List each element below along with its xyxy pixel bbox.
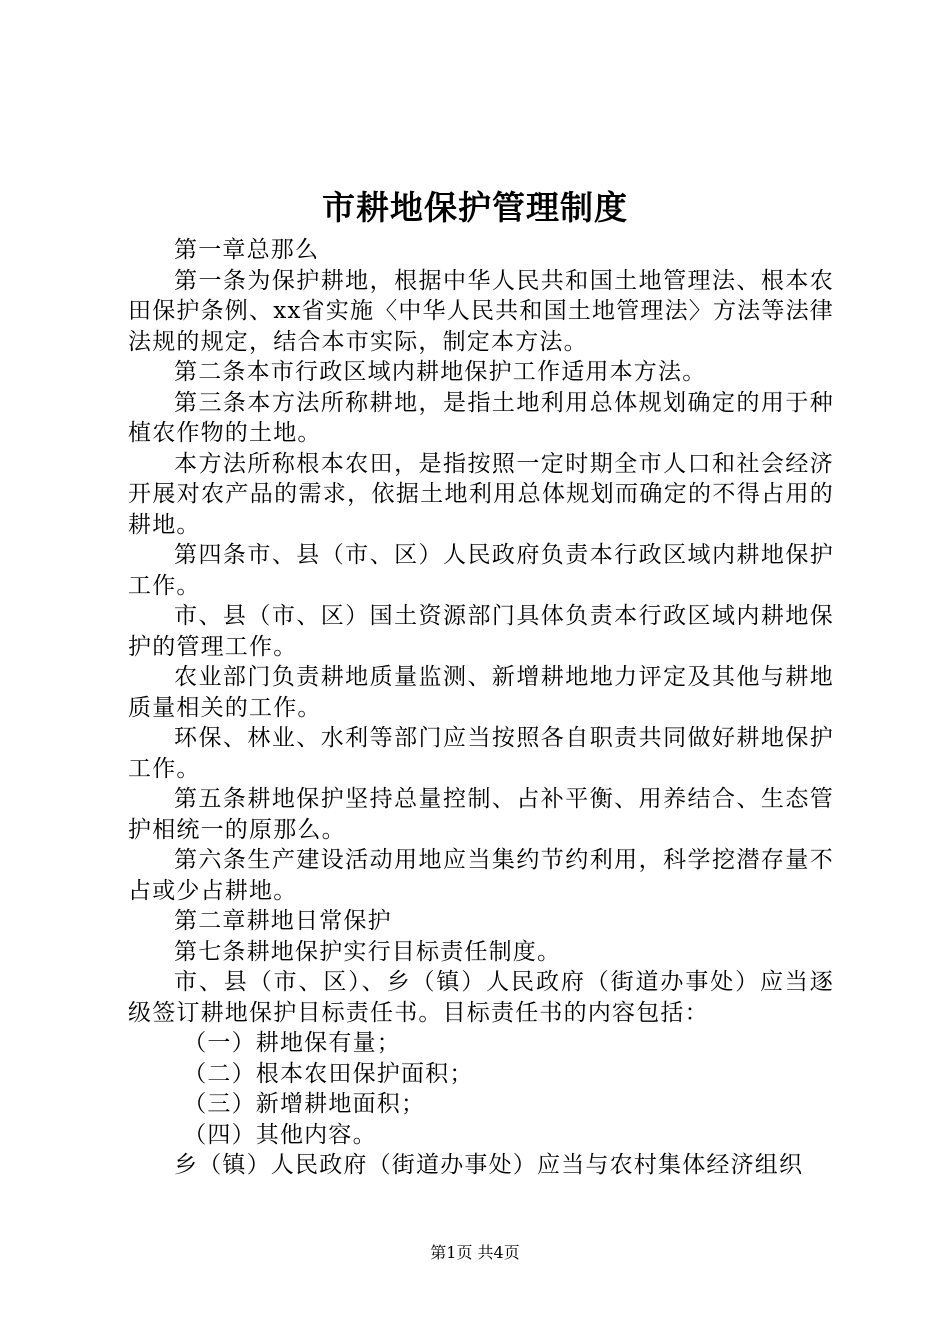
article-paragraph: 第六条生产建设活动用地应当集约节约利用，科学挖潜存量不占或少占耕地。 [128,847,834,904]
article-paragraph: 第七条耕地保护实行目标责任制度。 [174,938,562,965]
article-paragraph: 第三条本方法所称耕地，是指土地利用总体规划确定的用于种植农作物的土地。 [128,389,834,446]
article-paragraph: 第四条市、县（市、区）人民政府负责本行政区域内耕地保护工作。 [128,542,834,599]
page-footer: 第1页 共4页 [430,1243,520,1262]
article-paragraph: 乡（镇）人民政府（街道办事处）应当与农村集体经济组织 [174,1152,804,1178]
article-paragraph: 农业部门负责耕地质量监测、新增耕地地力评定及其他与耕地质量相关的工作。 [128,664,834,721]
document-title: 市耕地保护管理制度 [322,188,628,227]
article-paragraph: 第二条本市行政区域内耕地保护工作适用本方法。 [174,359,707,385]
article-paragraph: 市、县（市、区）国土资源部门具体负责本行政区域内耕地保护的管理工作。 [128,603,834,660]
article-paragraph: 市、县（市、区）、乡（镇）人民政府（街道办事处）应当逐级签订耕地保护目标责任书。目标责任书的内容包括： [128,969,834,1026]
list-item: （四）其他内容。 [183,1121,377,1148]
document-body [128,235,834,1181]
list-item: （二）根本农田保护面积； [183,1060,474,1087]
chapter-heading: 第二章耕地日常保护 [174,908,392,934]
article-paragraph: 环保、林业、水利等部门应当按照各自职责共同做好耕地保护工作。 [128,725,834,782]
list-item: （三）新增耕地面积； [183,1091,426,1117]
article-paragraph: 本方法所称根本农田，是指按照一定时期全市人口和社会经济开展对农产品的需求，依据土地利用总体规划而确定的不得占用的耕地。 [128,450,834,538]
article-paragraph: 第五条耕地保护坚持总量控制、占补平衡、用养结合、生态管护相统一的原那么。 [128,786,834,843]
chapter-heading: 第一章总那么 [174,237,320,263]
list-item: （一）耕地保有量； [183,1030,401,1056]
article-paragraph: 第一条为保护耕地，根据中华人民共和国土地管理法、根本农田保护条例、xx省实施〈中华人民共和国土地管理法〉方法等法律法规的规定，结合本市实际，制定本方法。 [128,267,834,355]
